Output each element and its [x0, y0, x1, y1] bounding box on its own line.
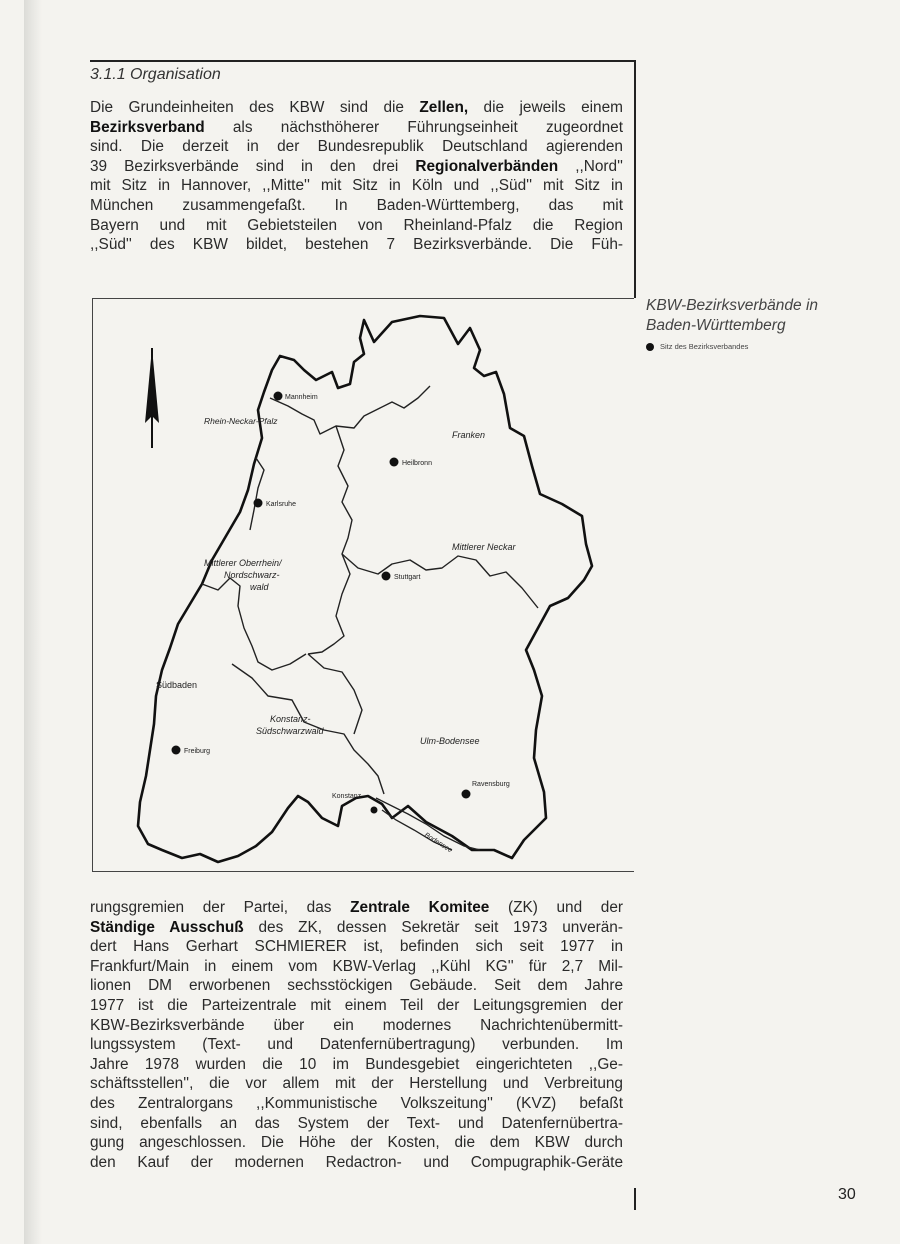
text-line — [90, 1153, 623, 1173]
text-run: den Kauf der modernen Redactron- und Compugraphik-Geräte — [90, 1153, 623, 1171]
region-label-suedbaden: Südbaden — [156, 680, 198, 690]
text-run: (ZK) und der — [489, 899, 623, 916]
text-line — [90, 1035, 623, 1055]
text-run: gung angeschlossen. Die Höhe der Kosten, die dem KBW durch — [90, 1134, 623, 1152]
city-heilbronn — [390, 458, 433, 468]
text-line — [90, 1016, 623, 1036]
text-run: lionen DM erworbenen sechsstöckigen Gebäude. Seit dem Jahre — [90, 977, 623, 995]
text-run: Jahre 1978 wurden die 10 im Bundesgebiet eingerichteten ,,Ge- — [90, 1055, 623, 1073]
top-rule — [90, 60, 635, 62]
region-label-rhein-neckar: Rhein-Neckar-Pfalz — [204, 416, 278, 426]
text-line — [90, 1094, 623, 1114]
text-line — [90, 957, 623, 977]
region-label-ulm-bodensee: Ulm-Bodensee — [420, 736, 480, 746]
text-line — [90, 98, 623, 118]
text-run: als nächsthöherer Führungseinheit zugeordnet — [204, 118, 623, 136]
text-line — [90, 1055, 623, 1075]
region-label-mittlerer-neckar: Mittlerer Neckar — [452, 542, 516, 552]
text-run: rungsgremien der Partei, das — [90, 899, 351, 916]
text-line — [90, 118, 623, 138]
region-label-oberrhein-2: Nordschwarz- — [224, 570, 280, 580]
text-run: 1977 ist die Parteizentrale mit einem Teil der Leitungsgremien der — [90, 996, 623, 1014]
text-run: Frankfurt/Main in einem vom KBW-Verlag ,,Kühl KG'' für 2,7 Mil- — [90, 957, 623, 975]
text-run: die jeweils einem — [468, 99, 623, 116]
text-line — [90, 996, 623, 1016]
text-run: mit Sitz in Hannover, ,,Mitte'' mit Sitz in Köln und ,,Süd'' mit Sitz in — [90, 177, 623, 195]
text-run: KBW-Bezirksverbände über ein modernes Nachrichtenübermitt- — [90, 1016, 623, 1034]
city-label-mannheim: Mannheim — [285, 394, 318, 401]
text-line — [90, 1114, 623, 1134]
text-run: sind. Die derzeit in der Bundesrepublik Deutschland agierenden — [90, 138, 623, 156]
map-caption — [646, 296, 818, 335]
body-paragraph — [90, 898, 623, 1172]
bold-term: Zentrale Komitee — [350, 899, 490, 916]
text-line — [90, 918, 623, 938]
legend-dot-icon — [646, 343, 654, 351]
baden-wuerttemberg-map — [92, 298, 634, 872]
city-freiburg — [172, 746, 211, 756]
city-label-konstanz: Konstanz — [332, 793, 362, 800]
text-run: lungssystem (Text- und Datenfernübertragung) verbunden. Im — [90, 1036, 623, 1054]
text-line — [90, 176, 623, 196]
intro-paragraph — [90, 98, 623, 255]
map-legend-label: Sitz des Bezirksverbandes — [660, 342, 749, 351]
text-run: sind, ebenfalls an das System der Text- und Datenfernübertra- — [90, 1114, 623, 1132]
city-mannheim — [274, 392, 318, 402]
text-run: Die Grundeinheiten des KBW sind die — [90, 99, 420, 116]
text-run: München zusammengefaßt. In Baden-Württemberg, das mit — [90, 196, 623, 214]
text-run: des ZK, dessen Sekretär seit 1973 unverän- — [243, 918, 623, 936]
scan-page-edge — [24, 0, 42, 1244]
text-line — [90, 196, 623, 216]
section-title: 3.1.1 Organisation — [90, 66, 221, 83]
text-run: 39 Bezirksverbände sind in den drei — [90, 157, 416, 175]
text-run: des Zentralorgans ,,Kommunistische Volkszeitung'' (KVZ) befaßt — [90, 1094, 623, 1112]
right-column-rule-bottom — [634, 1188, 636, 1210]
text-run: Bayern und mit Gebietsteilen von Rheinland-Pfalz die Region — [90, 216, 623, 234]
text-line — [90, 216, 623, 236]
region-label-oberrhein-3: wald — [250, 582, 269, 592]
map-legend — [646, 342, 748, 351]
bold-term: Zellen, — [419, 99, 469, 116]
city-stuttgart — [382, 572, 421, 582]
right-column-rule-top — [634, 60, 636, 298]
city-label-freiburg: Freiburg — [184, 748, 211, 755]
page-number: 30 — [838, 1186, 856, 1203]
region-label-konstanz-1: Konstanz- — [270, 714, 311, 724]
text-line — [90, 137, 623, 157]
bold-term: Regionalverbänden — [415, 157, 559, 175]
text-line — [90, 937, 623, 957]
city-ravensburg — [462, 781, 510, 799]
city-label-ravensburg: Ravensburg — [472, 781, 510, 788]
text-run: schäftsstellen'', die vor allem mit der Herstellung und Verbreitung — [90, 1075, 623, 1093]
text-run: dert Hans Gerhart SCHMIERER ist, befinden sich seit 1977 in — [90, 938, 623, 956]
text-line — [90, 1074, 623, 1094]
map-caption-line-2: Baden-Württemberg — [646, 316, 786, 334]
city-label-heilbronn: Heilbronn — [402, 460, 432, 467]
region-label-oberrhein-1: Mittlerer Oberrhein/ — [204, 558, 282, 568]
text-run: ,,Nord'' — [558, 157, 623, 175]
north-arrow-icon — [145, 348, 159, 448]
bold-term: Ständige Ausschuß — [90, 918, 244, 936]
text-line — [90, 898, 623, 918]
text-line — [90, 235, 623, 255]
bold-term: Bezirksverband — [90, 118, 205, 136]
region-label-konstanz-2: Südschwarzwald — [256, 726, 324, 736]
text-line — [90, 976, 623, 996]
region-label-franken: Franken — [452, 430, 486, 440]
map-caption-line-1: KBW-Bezirksverbände in — [646, 297, 819, 314]
city-karlsruhe — [254, 499, 297, 509]
city-label-karlsruhe: Karlsruhe — [266, 501, 296, 508]
state-outline — [138, 316, 592, 862]
text-line — [90, 157, 623, 177]
lake-bodensee-label: Bodensee — [422, 831, 454, 855]
city-label-stuttgart: Stuttgart — [394, 574, 421, 581]
text-run: ,,Süd'' des KBW bildet, bestehen 7 Bezirksverbände. Die Füh- — [90, 236, 623, 254]
text-line — [90, 1133, 623, 1153]
